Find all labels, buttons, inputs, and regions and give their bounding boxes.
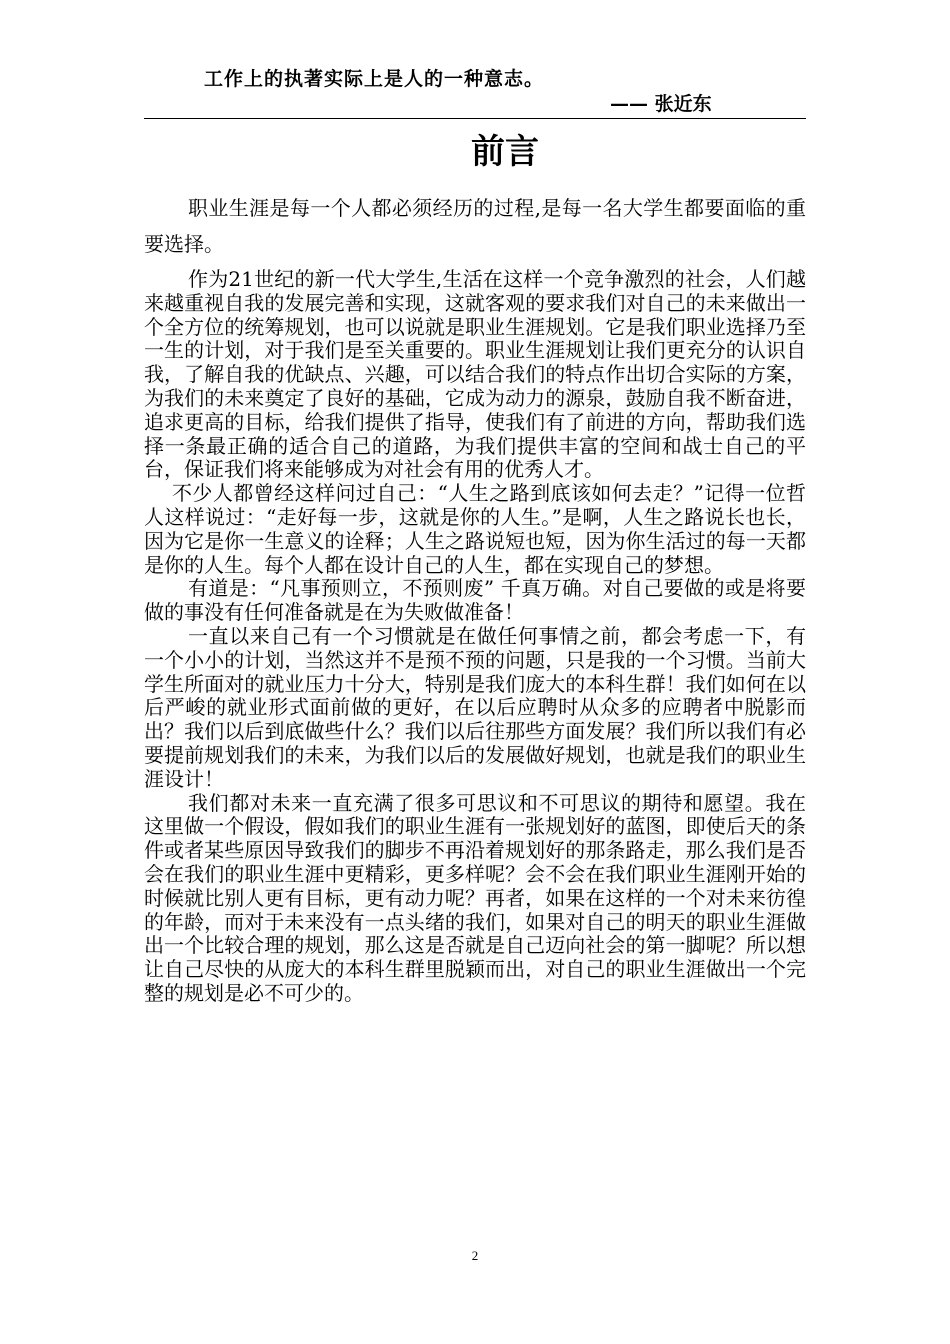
paragraph: 不少人都曾经这样问过自己：“人生之路到底该如何去走？”记得一位哲人这样说过：“走好每一步，这就是你的人生。”是啊，人生之路说长也长，因为它是你一生意义的诠释；人生之路说短也短，因为你生活过的每一天都是你的人生。每个人都在设计自己的人生，都在实现自己的梦想。 <box>144 481 806 577</box>
page-number: 2 <box>471 1248 479 1263</box>
document-body <box>144 190 806 1006</box>
paragraph: 作为21世纪的新一代大学生,生活在这样一个竞争激烈的社会，人们越来越重视自我的发展完善和实现，这就客观的要求我们对自己的未来做出一个全方位的统筹规划，也可以说就是职业生涯规划。它是我们职业选择乃至一生的计划，对于我们是至关重要的。职业生涯规划让我们更充分的认识自我，了解自我的优缺点、兴趣，可以结合我们的特点作出切合实际的方案，为我们的未来奠定了良好的基础，它成为动力的源泉，鼓励自我不断奋进，追求更高的目标，给我们提供了指导，使我们有了前进的方向，帮助我们选择一条最正确的适合自己的道路，为我们提供丰富的空间和战士自己的平台，保证我们将来能够成为对社会有用的优秀人才。 <box>144 267 806 482</box>
header-divider <box>144 118 806 119</box>
header-quote: 工作上的执著实际上是人的一种意志。 <box>204 68 545 90</box>
paragraph: 一直以来自己有一个习惯就是在做任何事情之前，都会考虑一下，有一个小小的计划，当然这并不是预不预的问题，只是我的一个习惯。当前大学生所面对的就业压力十分大，特别是我们庞大的本科生群！我们如何在以后严峻的就业形式面前做的更好，在以后应聘时从众多的应聘者中脱影而出？我们以后到底做些什么？我们以后往那些方面发展？我们所以我们有必要提前规划我们的未来，为我们以后的发展做好规划，也就是我们的职业生涯设计！ <box>144 623 806 791</box>
paragraph: 有道是：“凡事预则立，不预则废” 千真万确。对自己要做的或是将要做的事没有任何准备就是在为失败做准备！ <box>144 576 806 625</box>
paragraph: 职业生涯是每一个人都必须经历的过程,是每一名大学生都要面临的重要选择。 <box>144 196 806 256</box>
header-attribution: —— 张近东 <box>610 93 712 115</box>
page-title: 前言 <box>471 132 539 172</box>
paragraph: 我们都对未来一直充满了很多可思议和不可思议的期待和愿望。我在这里做一个假设，假如我们的职业生涯有一张规划好的蓝图，即使后天的条件或者某些原因导致我们的脚步不再沿着规划好的那条路走，那么我们是否会在我们的职业生涯中更精彩，更多样呢？会不会在我们职业生涯刚开始的时候就比别人更有目标，更有动力呢？再者，如果在这样的一个对未来彷徨的年龄，而对于未来没有一点头绪的我们，如果对自己的明天的职业生涯做出一个比较合理的规划，那么这是否就是自己迈向社会的第一脚呢？所以想让自己尽快的从庞大的本科生群里脱颖而出，对自己的职业生涯做出一个完整的规划是必不可少的。 <box>144 790 806 1005</box>
